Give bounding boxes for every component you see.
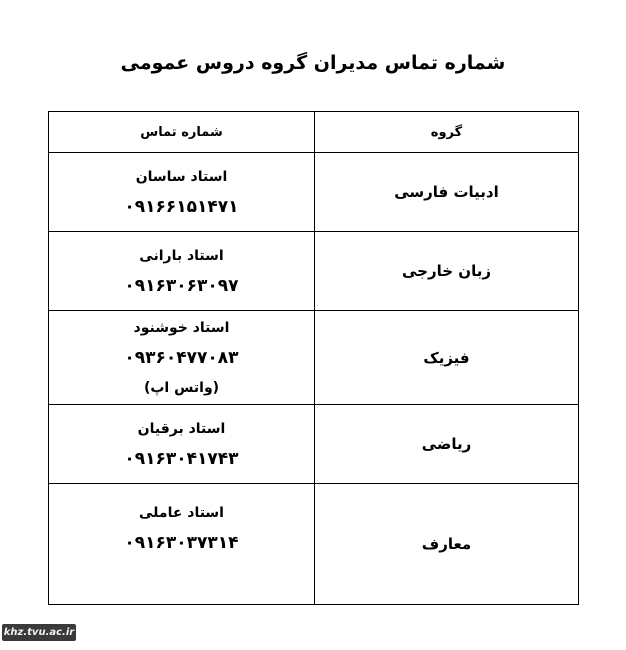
table-row bbox=[49, 232, 579, 311]
table-row bbox=[49, 311, 579, 405]
header-contact: شماره تماس bbox=[49, 112, 315, 153]
table-row bbox=[49, 484, 579, 605]
group-cell: زبان خارجی bbox=[315, 232, 579, 311]
page-title: شماره تماس مدیران گروه دروس عمومی bbox=[120, 52, 506, 74]
phone-number: ۰۹۱۶۳۰۶۳۰۹۷ bbox=[124, 276, 239, 296]
manager-name: استاد بارانی bbox=[139, 248, 224, 264]
table-header-row bbox=[49, 112, 579, 153]
contact-cell bbox=[49, 153, 315, 232]
manager-name: استاد خوشنود bbox=[133, 319, 230, 336]
phone-number: ۰۹۳۶۰۴۷۷۰۸۳ bbox=[124, 347, 239, 368]
group-cell: ریاضی bbox=[315, 405, 579, 484]
contact-note: (واتس اپ) bbox=[143, 379, 220, 396]
table-row bbox=[49, 405, 579, 484]
header-group: گروه bbox=[315, 112, 579, 153]
manager-name: استاد عاملی bbox=[139, 505, 224, 521]
phone-number: ۰۹۱۶۳۰۴۱۷۴۳ bbox=[124, 449, 239, 469]
group-cell: معارف bbox=[315, 484, 579, 605]
contact-cell bbox=[49, 405, 315, 484]
contacts-table bbox=[48, 111, 579, 605]
manager-name: استاد برقیان bbox=[137, 421, 226, 437]
manager-name: استاد ساسان bbox=[135, 169, 228, 185]
group-cell: ادبیات فارسی bbox=[315, 153, 579, 232]
contact-cell bbox=[49, 232, 315, 311]
group-cell: فیزیک bbox=[315, 311, 579, 405]
table-row bbox=[49, 153, 579, 232]
phone-number: ۰۹۱۶۳۰۳۷۳۱۴ bbox=[124, 533, 239, 553]
phone-number: ۰۹۱۶۶۱۵۱۴۷۱ bbox=[124, 197, 239, 217]
contact-cell bbox=[49, 311, 315, 405]
site-watermark: khz.tvu.ac.ir bbox=[2, 624, 76, 641]
contact-cell bbox=[49, 484, 315, 605]
